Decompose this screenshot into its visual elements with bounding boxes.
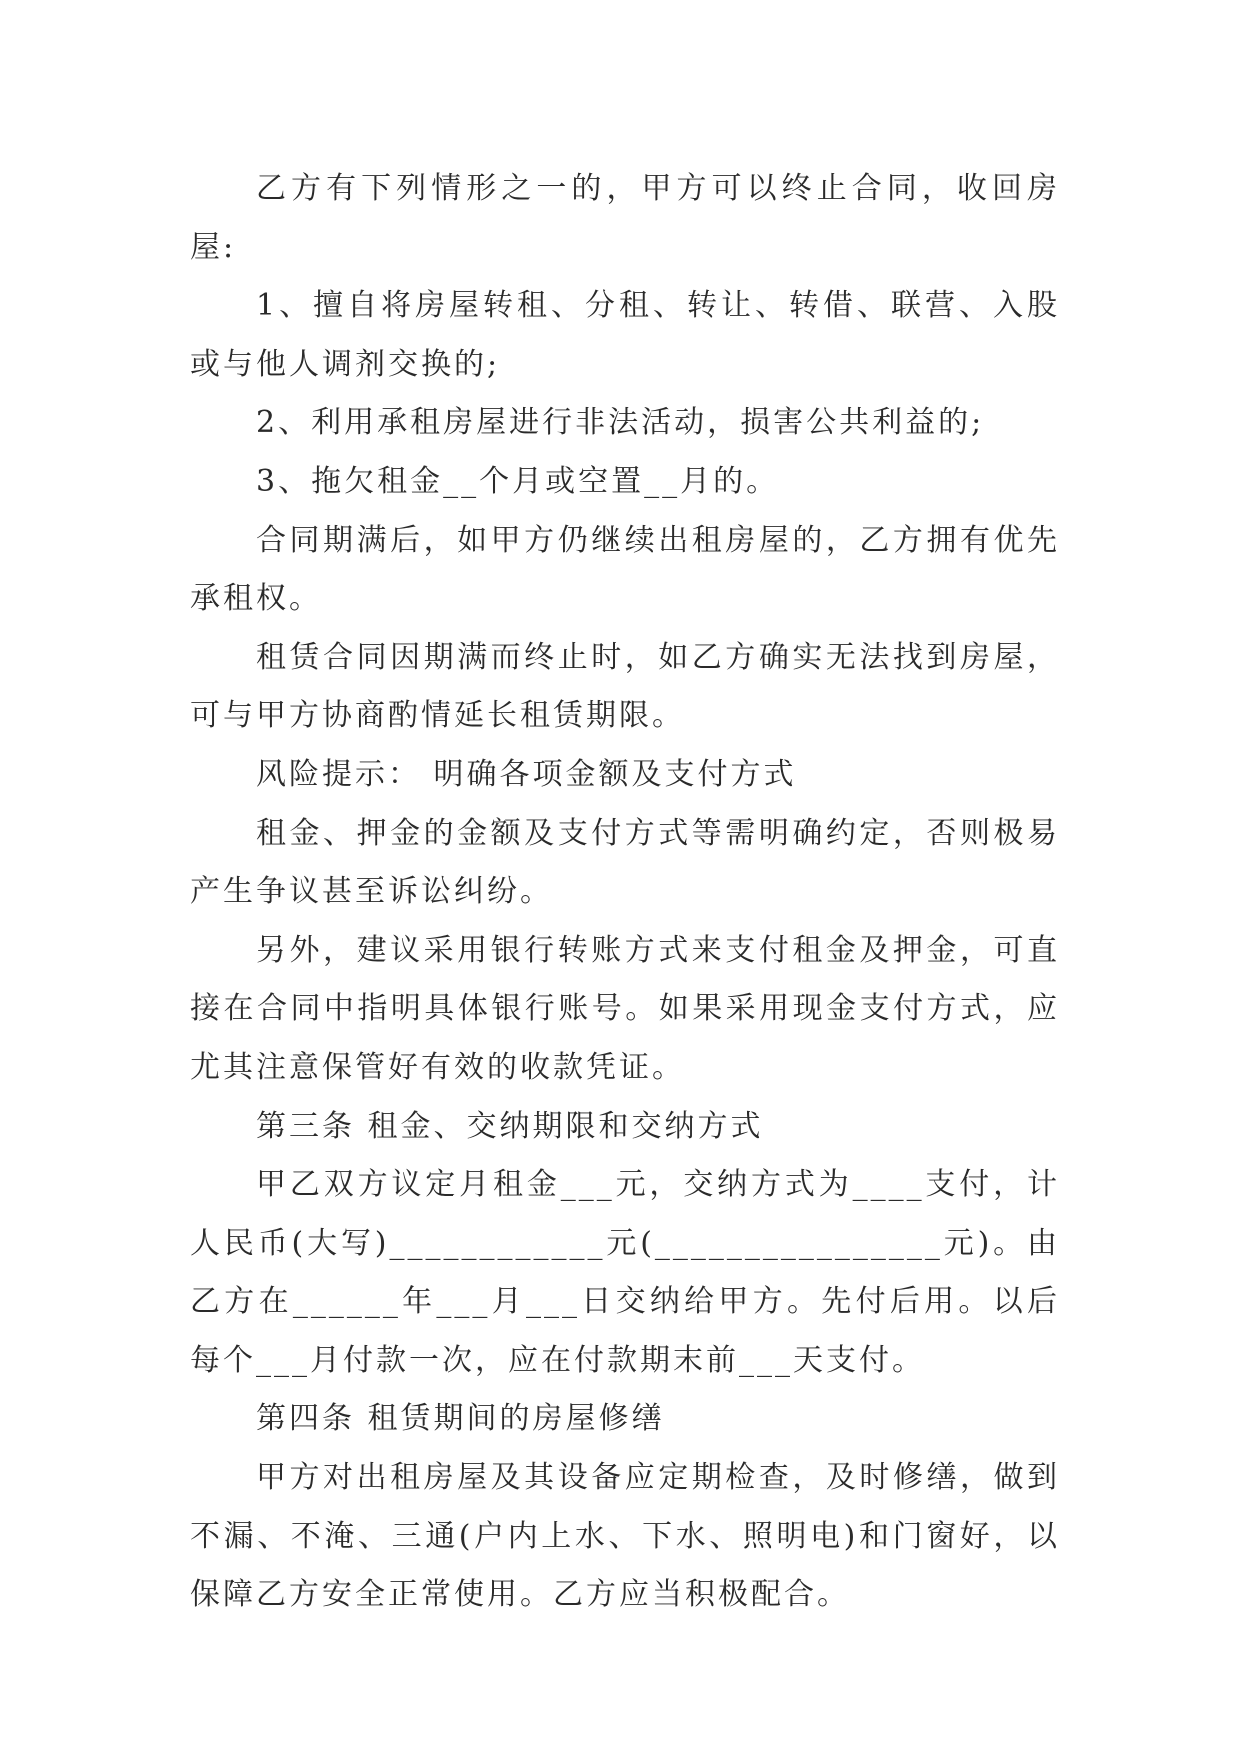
heading-article-4: 第四条 租赁期间的房屋修缮 [256,1401,665,1437]
paragraph-priority-lease: 合同期满后，如甲方仍继续出租房屋的，乙方拥有优先承租权。 [190,522,1060,617]
paragraph-bank-transfer: 另外，建议采用银行转账方式来支付租金及押金，可直接在合同中指明具体银行账号。如果采用现金支付方式，应尤其注意保管好有效的收款凭证。 [190,932,1060,1085]
heading-article-3: 第三条 租金、交纳期限和交纳方式 [256,1108,764,1144]
paragraph-item-1: 1、擅自将房屋转租、分租、转让、转借、联营、入股或与他人调剂交换的; [190,288,1060,382]
document-body [190,160,1060,1625]
paragraph-item-3: 3、拖欠租金__个月或空置__月的。 [256,463,780,499]
paragraph-rent-terms: 甲乙双方议定月租金___元，交纳方式为____支付，计人民币(大写)____________元(________________元)。由乙方在______年___月___日交纳给甲方。先付后用。以后每个___月付款一次，应在付款期末前___天支付。 [190,1167,1060,1378]
paragraph-item-2: 2、利用承租房屋进行非法活动，损害公共利益的; [256,405,985,441]
paragraph-amount-agreement: 租金、押金的金额及支付方式等需明确约定，否则极易产生争议甚至诉讼纠纷。 [190,815,1060,910]
paragraph-termination-conditions: 乙方有下列情形之一的，甲方可以终止合同，收回房屋: [190,171,1060,265]
paragraph-extension: 租赁合同因期满而终止时，如乙方确实无法找到房屋，可与甲方协商酌情延长租赁期限。 [190,639,1060,734]
paragraph-risk-tip: 风险提示： 明确各项金额及支付方式 [256,756,797,792]
paragraph-repairs: 甲方对出租房屋及其设备应定期检查，及时修缮，做到不漏、不淹、三通(户内上水、下水、照明电)和门窗好，以保障乙方安全正常使用。乙方应当积极配合。 [190,1460,1060,1613]
